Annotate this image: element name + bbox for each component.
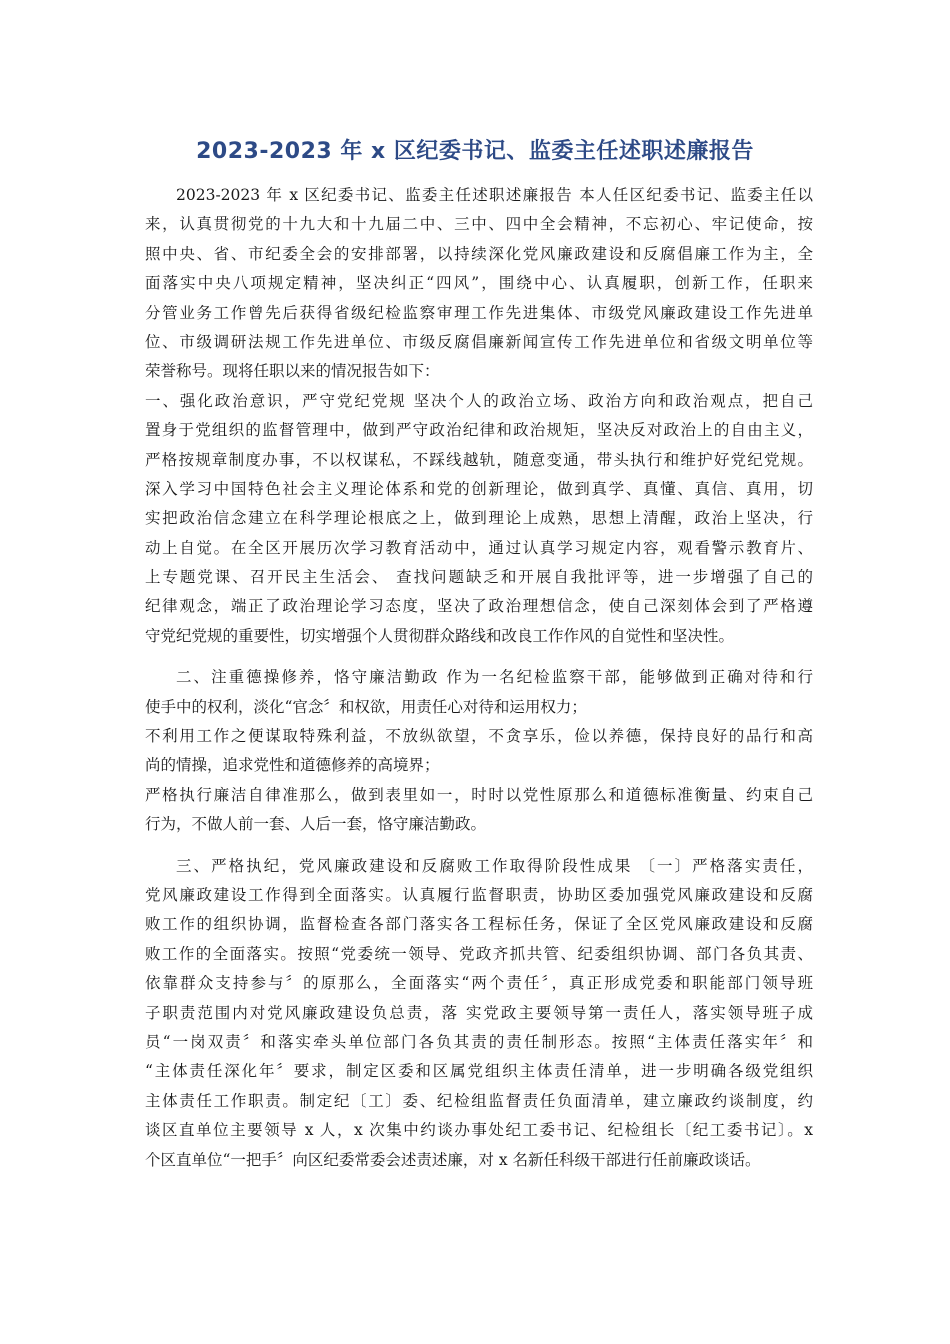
text-line: 严格按规章制度办事，不以权谋私，不踩线越轨，随意变通，带头执行和维护好党纪党规。	[145, 450, 813, 469]
text-line: 不利用工作之便谋取特殊利益，不放纵欲望，不贪享乐，俭以养德，保持良好的品行和高	[145, 727, 813, 746]
text-line: 2023-2023 年 x 区纪委书记、监委主任述职述廉报告 本人任区纪委书记、监委主任以	[176, 186, 813, 204]
text-line: 荣誉称号。现将任职以来的情况报告如下：	[145, 362, 440, 381]
text-line: 实把政治信念建立在科学理论根底之上，做到理论上成熟，思想上清醒，政治上坚决，行	[145, 509, 813, 528]
text-line: 行为，不做人前一套、人后一套，恪守廉洁勤政。	[145, 815, 487, 834]
section-heading-line: 一、强化政治意识，严守党纪党规 坚决个人的政治立场、政治方向和政治观点，把自己	[145, 391, 813, 410]
paragraph-gap	[145, 840, 813, 852]
text-line: 位、市级调研法规工作先进单位、市级反腐倡廉新闻宣传工作先进单位和省级文明单位等	[145, 332, 813, 351]
text-line: 使手中的权利，淡化“官念〞和权欲，用责任心对待和运用权力；	[145, 697, 587, 716]
text-line: 守党纪党规的重要性，切实增强个人贯彻群众路线和改良工作作风的自觉性和坚决性。	[145, 626, 735, 645]
text-line: 败工作的全面落实。按照“党委统一领导、党政齐抓共管、纪委组织协调、部门各负其责、	[145, 944, 813, 963]
text-line: 面落实中央八项规定精神，坚决纠正“四风”，围绕中心、认真履职，创新工作，任职来	[145, 274, 813, 293]
text-line: 动上自觉。在全区开展历次学习教育活动中，通过认真学习规定内容，观看警示教育片、	[145, 538, 813, 557]
text-line: 依靠群众支持参与〞的原那么，全面落实“两个责任〞，真正形成党委和职能部门领导班	[145, 974, 813, 993]
section-heading-line: 三、严格执纪，党风廉政建设和反腐败工作取得阶段性成果 〔一〕严格落实责任，	[176, 856, 813, 875]
text-line: 上专题党课、召开民主生活会、 查找问题缺乏和开展自我批评等，进一步增强了自己的	[145, 568, 813, 587]
section-heading-line: 二、注重德操修养，恪守廉洁勤政 作为一名纪检监察干部，能够做到正确对待和行	[176, 668, 813, 687]
text-line: 来，认真贯彻党的十九大和十九届二中、三中、四中全会精神，不忘初心、牢记使命，按	[145, 215, 813, 234]
document-body	[145, 181, 813, 1175]
text-line: 深入学习中国特色社会主义理论体系和党的创新理论，做到真学、真懂、真信、真用，切	[145, 479, 813, 498]
text-line: 尚的情操，追求党性和道德修养的高境界；	[145, 756, 440, 775]
text-line: 主体责任工作职责。制定纪〔工〕委、纪检组监督责任负面清单，建立廉政约谈制度，约	[145, 1091, 813, 1110]
text-line: 员“一岗双责〞和落实牵头单位部门各负其责的责任制形态。按照“主体责任落实年〞和	[145, 1032, 813, 1051]
document-title: 2023-2023 年 x 区纪委书记、监委主任述职述廉报告	[196, 139, 754, 164]
text-line: 党风廉政建设工作得到全面落实。认真履行监督职责，协助区委加强党风廉政建设和反腐	[145, 885, 813, 904]
text-line: 纪律观念，端正了政治理论学习态度，坚决了政治理想信念，使自己深刻体会到了严格遵	[145, 597, 813, 616]
text-line: 置身于党组织的监督管理中，做到严守政治纪律和政治规矩，坚决反对政治上的自由主义，	[145, 421, 813, 440]
text-line: 严格执行廉洁自律准那么，做到表里如一，时时以党性原那么和道德标准衡量、约束自己	[145, 785, 813, 804]
text-line: 分管业务工作曾先后获得省级纪检监察审理工作先进集体、市级党风廉政建设工作先进单	[145, 303, 813, 322]
text-line: 败工作的组织协调，监督检查各部门落实各工程标任务，保证了全区党风廉政建设和反腐	[145, 915, 813, 934]
text-line: 子职责范围内对党风廉政建设负总责，落 实党政主要领导第一责任人，落实领导班子成	[145, 1003, 813, 1022]
text-line: 照中央、省、市纪委全会的安排部署，以持续深化党风廉政建设和反腐倡廉工作为主，全	[145, 244, 813, 263]
text-line: 个区直单位“一把手〞向区纪委常委会述责述廉，对 x 名新任科级干部进行任前廉政谈话。	[145, 1150, 761, 1169]
text-line: “主体责任深化年〞要求，制定区委和区属党组织主体责任清单，进一步明确各级党组织	[145, 1062, 813, 1081]
paragraph-gap	[145, 651, 813, 663]
text-line: 谈区直单位主要领导 x 人，x 次集中约谈办事处纪工委书记、纪检组长〔纪工委书记〕。x	[145, 1121, 813, 1140]
